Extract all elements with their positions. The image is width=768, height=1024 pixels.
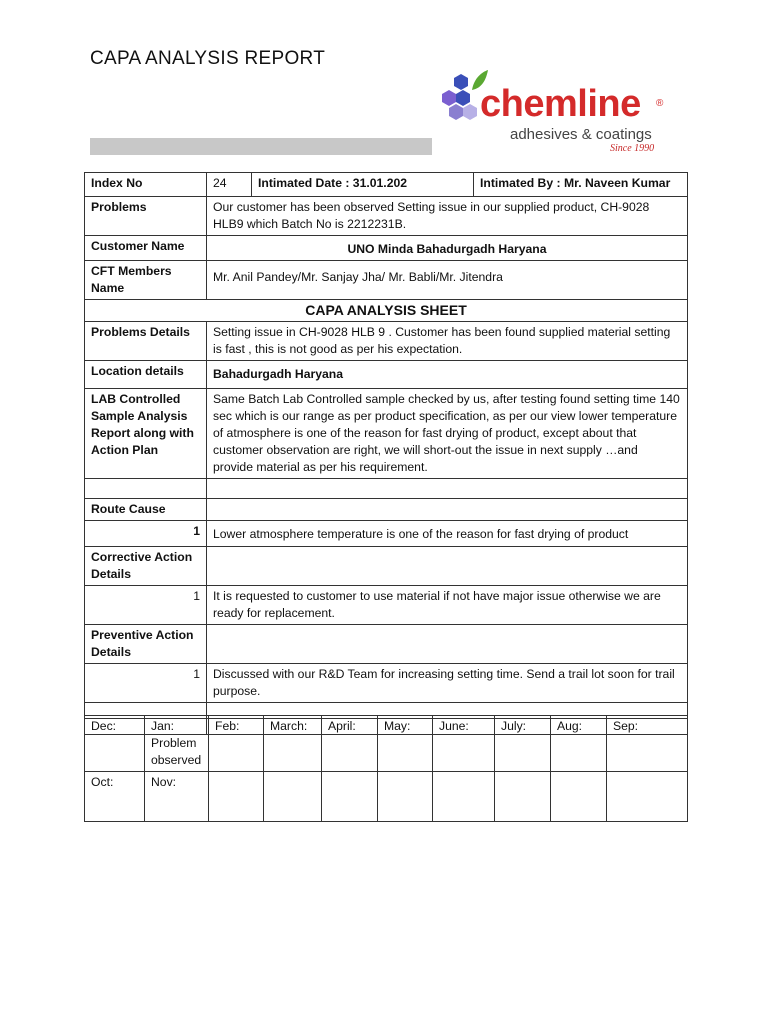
corrective-label: Corrective Action Details: [85, 547, 207, 586]
sheet-title: CAPA ANALYSIS SHEET: [85, 300, 688, 322]
month-cell: Feb:: [209, 716, 264, 772]
month-cell: Nov:: [145, 772, 209, 822]
table-row: [85, 322, 688, 361]
route-cause-value: Lower atmosphere temperature is one of the reason for fast drying of product: [207, 521, 688, 547]
cft-value: Mr. Anil Pandey/Mr. Sanjay Jha/ Mr. Babli/Mr. Jitendra: [207, 261, 688, 300]
month-cell: [322, 772, 378, 822]
intimated-by: Intimated By : Mr. Naveen Kumar: [474, 173, 688, 197]
logo-since: Since 1990: [610, 143, 655, 154]
problems-label: Problems: [85, 197, 207, 236]
month-cell: [264, 772, 322, 822]
corrective-value: It is requested to customer to use material if not have major issue otherwise we are ready for replacement.: [207, 586, 688, 625]
month-cell: April:: [322, 716, 378, 772]
route-cause-label: Route Cause: [85, 499, 207, 521]
month-cell: [495, 772, 551, 822]
table-row: [85, 499, 688, 521]
table-row: [85, 261, 688, 300]
month-cell: Jan: Problem observed: [145, 716, 209, 772]
route-cause-number: 1: [85, 521, 207, 547]
empty-cell: [207, 499, 688, 521]
problem-details-label: Problems Details: [85, 322, 207, 361]
logo-tagline: adhesives & coatings: [510, 126, 652, 143]
problem-details-value: Setting issue in CH-9028 HLB 9 . Customer has been found supplied material setting is fast , this is not good as per his expectation.: [207, 322, 688, 361]
problems-value: Our customer has been observed Setting issue in our supplied product, CH-9028 HLB9 which Batch No is 2212231B.: [207, 197, 688, 236]
month-cell: [378, 772, 433, 822]
customer-label: Customer Name: [85, 236, 207, 261]
table-row: [85, 173, 688, 197]
table-row: [85, 547, 688, 586]
empty-cell: [207, 547, 688, 586]
month-tracker-table: [84, 715, 688, 822]
table-row: [85, 236, 688, 261]
lab-label: LAB Controlled Sample Analysis Report along with Action Plan: [85, 389, 207, 479]
table-row: [85, 521, 688, 547]
month-cell: June:: [433, 716, 495, 772]
table-row: [85, 361, 688, 389]
index-value: 24: [207, 173, 252, 197]
location-value: Bahadurgadh Haryana: [207, 361, 688, 389]
preventive-value: Discussed with our R&D Team for increasing setting time. Send a trail lot soon for trail purpose.: [207, 664, 688, 703]
table-row: [85, 664, 688, 703]
month-row: [85, 716, 688, 772]
table-row: [85, 197, 688, 236]
month-cell: [209, 772, 264, 822]
preventive-number: 1: [85, 664, 207, 703]
month-cell: Oct:: [85, 772, 145, 822]
empty-cell: [85, 479, 207, 499]
month-cell: Sep:: [607, 716, 688, 772]
month-cell: March:: [264, 716, 322, 772]
logo-brand-text: chemline: [480, 83, 641, 125]
empty-cell: [207, 479, 688, 499]
registered-mark: ®: [656, 98, 664, 109]
month-cell: July:: [495, 716, 551, 772]
company-logo: [432, 70, 672, 160]
month-cell: May:: [378, 716, 433, 772]
lab-value: Same Batch Lab Controlled sample checked by us, after testing found setting time 140 sec which is our range as per product specification, as per our view lower temperature of atmosphere is one of the reason for fast drying of product, except about that customer observation are right, we will short-out the issue in next supply …and provide material as per his requirement.: [207, 389, 688, 479]
preventive-label: Preventive Action Details: [85, 625, 207, 664]
month-row: [85, 772, 688, 822]
table-row: [85, 586, 688, 625]
capa-table: [84, 172, 688, 735]
empty-cell: [207, 625, 688, 664]
gray-bar: [90, 138, 432, 155]
table-row: [85, 479, 688, 499]
table-row: [85, 625, 688, 664]
location-label: Location details: [85, 361, 207, 389]
month-cell: Dec:: [85, 716, 145, 772]
index-label: Index No: [85, 173, 207, 197]
month-cell: [607, 772, 688, 822]
table-row: [85, 389, 688, 479]
month-cell: [433, 772, 495, 822]
cft-label: CFT Members Name: [85, 261, 207, 300]
month-cell: Aug:: [551, 716, 607, 772]
intimated-date: Intimated Date : 31.01.202: [252, 173, 474, 197]
report-title: CAPA ANALYSIS REPORT: [90, 48, 326, 69]
month-cell: [551, 772, 607, 822]
corrective-number: 1: [85, 586, 207, 625]
customer-value: UNO Minda Bahadurgadh Haryana: [207, 236, 688, 261]
table-row: [85, 300, 688, 322]
